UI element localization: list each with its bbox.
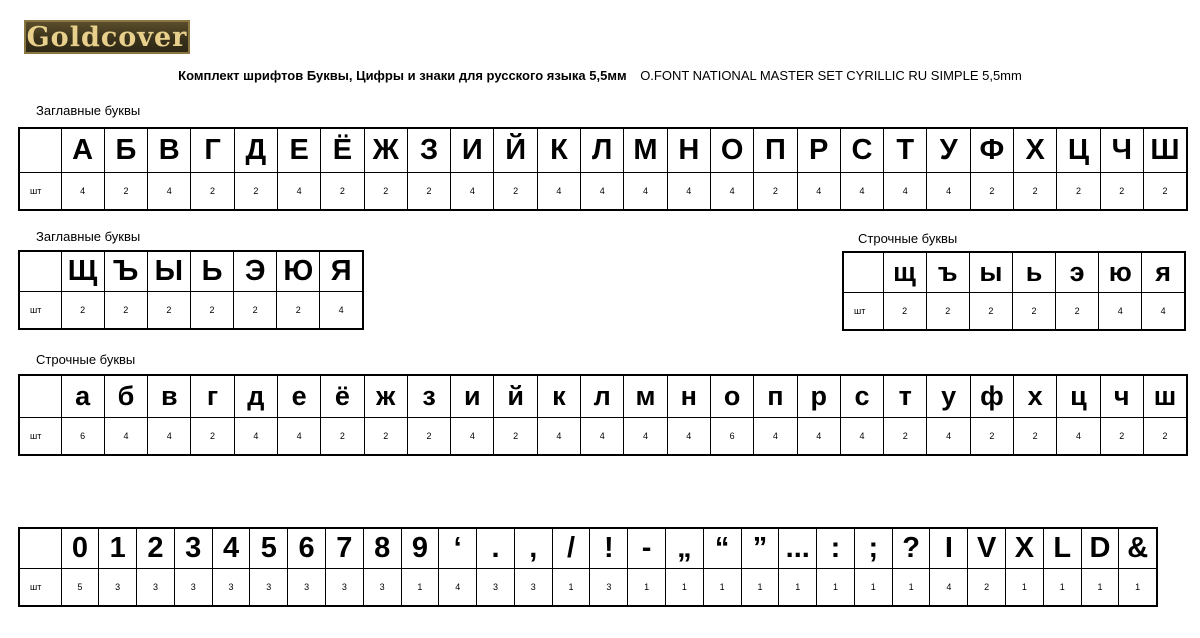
glyph-cell: я (1142, 252, 1185, 292)
glyph-cell: И (451, 128, 494, 172)
count-cell: 1 (854, 568, 892, 606)
glyph-cell: М (624, 128, 667, 172)
glyph-cell: 4 (212, 528, 250, 568)
lowercase-table-2 (18, 374, 1188, 456)
glyph-cell: Ъ (104, 251, 147, 291)
glyph-cell: , (514, 528, 552, 568)
glyph-cell: ‘ (439, 528, 477, 568)
count-cell: 4 (451, 172, 494, 210)
count-cell: 2 (1143, 172, 1187, 210)
digits-symbols-table (18, 527, 1158, 607)
count-cell: 2 (969, 292, 1012, 330)
count-cell: 2 (147, 291, 190, 329)
count-cell: 2 (61, 291, 104, 329)
count-cell: 2 (191, 417, 234, 455)
count-cell: 4 (234, 417, 277, 455)
glyph-cell: 3 (174, 528, 212, 568)
glyph-cell: У (927, 128, 970, 172)
glyph-cell: Й (494, 128, 537, 172)
glyph-cell: 1 (99, 528, 137, 568)
count-cell: 2 (104, 291, 147, 329)
glyph-cell: ц (1057, 375, 1100, 417)
uppercase-table-1 (18, 127, 1188, 211)
glyph-cell: э (1056, 252, 1099, 292)
count-cell: 4 (537, 172, 580, 210)
glyph-cell: и (451, 375, 494, 417)
count-cell: 3 (514, 568, 552, 606)
count-cell: 4 (927, 172, 970, 210)
glyph-cell: ь (1012, 252, 1055, 292)
glyph-cell: Ш (1143, 128, 1187, 172)
glyph-cell: х (1014, 375, 1057, 417)
glyph-cell: 2 (137, 528, 175, 568)
count-cell: 2 (104, 172, 147, 210)
glyph-cell: ы (969, 252, 1012, 292)
count-cell: 4 (754, 417, 797, 455)
count-cell: 3 (288, 568, 326, 606)
count-cell: 1 (703, 568, 741, 606)
lowercase-table-1 (842, 251, 1186, 331)
header-corner-cell (19, 375, 61, 417)
count-cell: 3 (174, 568, 212, 606)
glyph-cell: L (1043, 528, 1081, 568)
count-cell: 3 (477, 568, 515, 606)
glyph-cell: „ (666, 528, 704, 568)
section-label-lowercase-1: Строчные буквы (858, 231, 958, 246)
count-cell: 2 (1100, 172, 1143, 210)
count-cell: 2 (754, 172, 797, 210)
count-cell: 2 (926, 292, 969, 330)
count-cell: 4 (148, 172, 191, 210)
count-cell: 1 (401, 568, 439, 606)
count-label: шт (19, 568, 61, 606)
glyph-cell: б (104, 375, 147, 417)
glyph-cell: Ё (321, 128, 364, 172)
page-title (0, 68, 1200, 83)
section-label-uppercase-1: Заглавные буквы (36, 103, 141, 118)
count-cell: 2 (407, 417, 450, 455)
glyph-cell: ф (970, 375, 1013, 417)
count-cell: 4 (1142, 292, 1185, 330)
count-cell: 3 (99, 568, 137, 606)
header-corner-cell (843, 252, 883, 292)
count-cell: 4 (624, 417, 667, 455)
count-cell: 2 (321, 172, 364, 210)
glyph-cell: Ф (970, 128, 1013, 172)
glyph-cell: л (581, 375, 624, 417)
count-cell: 2 (234, 291, 277, 329)
count-cell: 6 (61, 417, 104, 455)
glyph-cell: ! (590, 528, 628, 568)
count-cell: 2 (494, 417, 537, 455)
count-cell: 1 (741, 568, 779, 606)
count-cell: 3 (212, 568, 250, 606)
glyph-cell: 8 (363, 528, 401, 568)
title-russian: Комплект шрифтов Буквы, Цифры и знаки для русского языка 5,5мм (178, 68, 627, 83)
glyph-cell: - (628, 528, 666, 568)
glyph-cell: D (1081, 528, 1119, 568)
count-cell: 4 (581, 172, 624, 210)
glyph-cell: ; (854, 528, 892, 568)
glyph-cell: Е (277, 128, 320, 172)
count-cell: 5 (61, 568, 99, 606)
count-cell: 4 (884, 172, 927, 210)
glyph-cell: ж (364, 375, 407, 417)
glyph-cell: Щ (61, 251, 104, 291)
count-cell: 2 (1014, 417, 1057, 455)
glyph-cell: к (537, 375, 580, 417)
count-cell: 2 (884, 417, 927, 455)
count-cell: 2 (190, 291, 233, 329)
glyph-cell: О (710, 128, 753, 172)
count-cell: 2 (277, 291, 320, 329)
glyph-cell: ъ (926, 252, 969, 292)
glyph-cell: Ц (1057, 128, 1100, 172)
glyph-cell: Э (234, 251, 277, 291)
glyph-cell: г (191, 375, 234, 417)
count-cell: 1 (779, 568, 817, 606)
glyph-cell: з (407, 375, 450, 417)
glyph-cell: Н (667, 128, 710, 172)
count-cell: 2 (364, 172, 407, 210)
count-cell: 2 (1012, 292, 1055, 330)
count-label: шт (19, 291, 61, 329)
count-cell: 2 (321, 417, 364, 455)
glyph-cell: I (930, 528, 968, 568)
count-cell: 4 (277, 417, 320, 455)
header-corner-cell (19, 128, 61, 172)
count-label: шт (843, 292, 883, 330)
count-cell: 1 (1043, 568, 1081, 606)
glyph-cell: 7 (325, 528, 363, 568)
uppercase-table-2 (18, 250, 364, 330)
count-cell: 3 (250, 568, 288, 606)
glyph-cell: К (537, 128, 580, 172)
count-cell: 4 (581, 417, 624, 455)
glyph-cell: е (277, 375, 320, 417)
glyph-cell: А (61, 128, 104, 172)
glyph-cell: Ч (1100, 128, 1143, 172)
count-cell: 3 (590, 568, 628, 606)
glyph-cell: й (494, 375, 537, 417)
count-cell: 4 (624, 172, 667, 210)
glyph-cell: т (884, 375, 927, 417)
section-label-lowercase-2: Строчные буквы (36, 352, 136, 367)
glyph-cell: Ж (364, 128, 407, 172)
count-cell: 3 (363, 568, 401, 606)
glyph-cell: 6 (288, 528, 326, 568)
count-cell: 4 (797, 417, 840, 455)
glyph-cell: . (477, 528, 515, 568)
glyph-cell: Б (104, 128, 147, 172)
count-cell: 2 (1056, 292, 1099, 330)
glyph-cell: в (148, 375, 191, 417)
count-cell: 4 (148, 417, 191, 455)
glyph-cell: а (61, 375, 104, 417)
glyph-cell: с (840, 375, 883, 417)
glyph-cell: ш (1143, 375, 1187, 417)
glyph-cell: / (552, 528, 590, 568)
count-label: шт (19, 172, 61, 210)
count-cell: 4 (439, 568, 477, 606)
count-cell: 4 (61, 172, 104, 210)
glyph-cell: ю (1099, 252, 1142, 292)
count-cell: 4 (797, 172, 840, 210)
count-cell: 4 (840, 417, 883, 455)
logo-text: Goldcover (26, 21, 188, 53)
count-cell: 1 (1119, 568, 1157, 606)
count-cell: 2 (1014, 172, 1057, 210)
count-cell: 4 (537, 417, 580, 455)
count-cell: 4 (1099, 292, 1142, 330)
count-cell: 4 (104, 417, 147, 455)
count-cell: 6 (710, 417, 753, 455)
glyph-cell: ч (1100, 375, 1143, 417)
glyph-cell: З (407, 128, 450, 172)
glyph-cell: Х (1014, 128, 1057, 172)
glyph-cell: ё (321, 375, 364, 417)
glyph-cell: Т (884, 128, 927, 172)
count-cell: 3 (325, 568, 363, 606)
count-cell: 2 (968, 568, 1006, 606)
glyph-cell: о (710, 375, 753, 417)
glyph-cell: С (840, 128, 883, 172)
glyph-cell: Г (191, 128, 234, 172)
count-cell: 2 (407, 172, 450, 210)
count-cell: 4 (667, 172, 710, 210)
goldcover-logo (24, 20, 190, 54)
count-cell: 1 (892, 568, 930, 606)
count-cell: 2 (970, 172, 1013, 210)
glyph-cell: ” (741, 528, 779, 568)
count-cell: 4 (930, 568, 968, 606)
glyph-cell: В (148, 128, 191, 172)
count-cell: 2 (191, 172, 234, 210)
count-cell: 4 (1057, 417, 1100, 455)
title-english: O.FONT NATIONAL MASTER SET CYRILLIC RU SIMPLE 5,5mm (640, 68, 1022, 83)
glyph-cell: Ю (277, 251, 320, 291)
count-cell: 2 (234, 172, 277, 210)
count-cell: 2 (364, 417, 407, 455)
count-cell: 4 (451, 417, 494, 455)
count-cell: 4 (927, 417, 970, 455)
glyph-cell: д (234, 375, 277, 417)
count-cell: 1 (628, 568, 666, 606)
count-cell: 2 (1100, 417, 1143, 455)
count-cell: 1 (1006, 568, 1044, 606)
glyph-cell: н (667, 375, 710, 417)
count-cell: 4 (710, 172, 753, 210)
glyph-cell: Я (320, 251, 363, 291)
count-cell: 1 (817, 568, 855, 606)
glyph-cell: п (754, 375, 797, 417)
glyph-cell: Л (581, 128, 624, 172)
header-corner-cell (19, 251, 61, 291)
glyph-cell: X (1006, 528, 1044, 568)
count-cell: 1 (552, 568, 590, 606)
glyph-cell: & (1119, 528, 1157, 568)
glyph-cell: П (754, 128, 797, 172)
glyph-cell: р (797, 375, 840, 417)
count-cell: 1 (666, 568, 704, 606)
glyph-cell: у (927, 375, 970, 417)
section-label-uppercase-2: Заглавные буквы (36, 229, 141, 244)
glyph-cell: 9 (401, 528, 439, 568)
glyph-cell: 5 (250, 528, 288, 568)
glyph-cell: ? (892, 528, 930, 568)
count-cell: 4 (667, 417, 710, 455)
glyph-cell: щ (883, 252, 926, 292)
glyph-cell: 0 (61, 528, 99, 568)
count-cell: 2 (883, 292, 926, 330)
glyph-cell: : (817, 528, 855, 568)
count-cell: 4 (277, 172, 320, 210)
glyph-cell: “ (703, 528, 741, 568)
count-cell: 4 (840, 172, 883, 210)
glyph-cell: Р (797, 128, 840, 172)
count-cell: 2 (1143, 417, 1187, 455)
count-cell: 3 (137, 568, 175, 606)
glyph-cell: ... (779, 528, 817, 568)
glyph-cell: V (968, 528, 1006, 568)
count-cell: 4 (320, 291, 363, 329)
count-cell: 1 (1081, 568, 1119, 606)
glyph-cell: Д (234, 128, 277, 172)
count-cell: 2 (1057, 172, 1100, 210)
count-cell: 2 (970, 417, 1013, 455)
glyph-cell: Ы (147, 251, 190, 291)
glyph-cell: Ь (190, 251, 233, 291)
count-cell: 2 (494, 172, 537, 210)
glyph-cell: м (624, 375, 667, 417)
header-corner-cell (19, 528, 61, 568)
count-label: шт (19, 417, 61, 455)
